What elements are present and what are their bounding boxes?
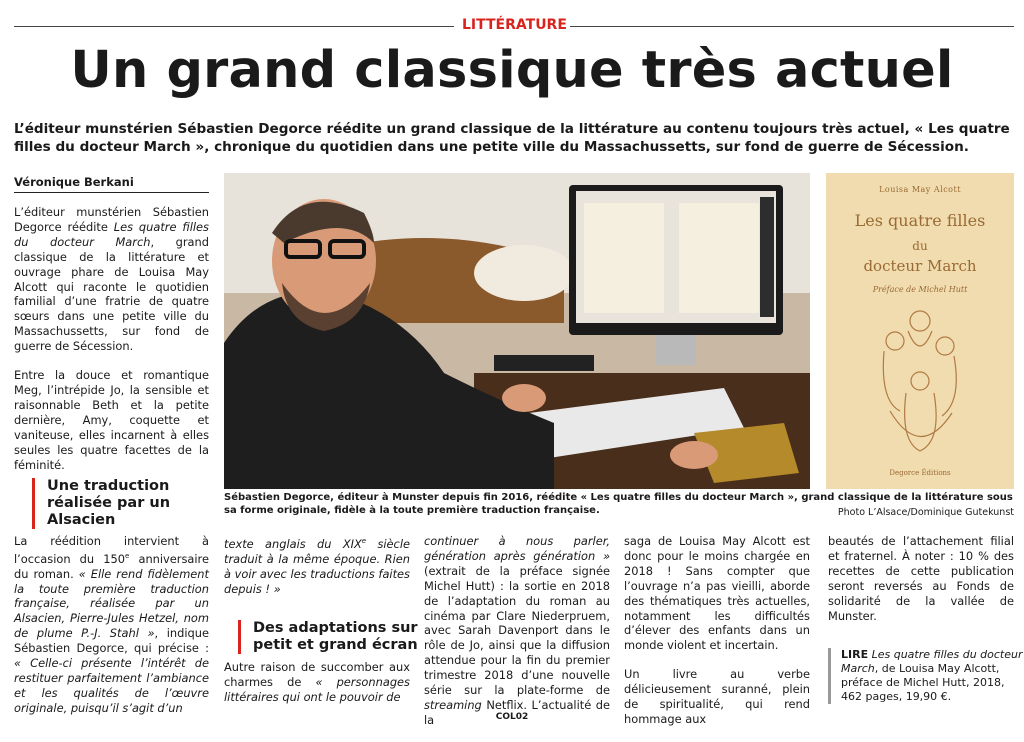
book-illustration (870, 301, 970, 461)
paragraph: continuer à nous parler, génération après génération » (extrait de la préface signée Michel Hutt) : la sortie en 2018 de l’adaptation du roman au cinéma par Clare Niederpruem, avec Sarah Davenport dans le rôle de Jo, ainsi que la diffusion attendue pour la fin du premier trimestre 2018 d’une nouvelle série sur la plate-forme de streaming Netflix. L’actualité de la (424, 534, 610, 727)
lire-box (828, 648, 1024, 704)
chapo: L’éditeur munstérien Sébastien Degorce réédite un grand classique de la littérature au contenu toujours très actuel, « Les quatre filles du docteur March », chronique du quotidien dans une petite ville du Massachussetts, sur fond de guerre de Sécession. (14, 121, 1010, 155)
book-author: Louisa May Alcott (879, 185, 961, 194)
article-column-1b (14, 534, 209, 730)
paragraph: Un livre au verbe délicieusement suranné, plein de spiritualité, qui rend hommage aux (624, 667, 810, 726)
subheading-adaptations: Des adaptations sur petit et grand écran (238, 620, 423, 654)
rubric-rule-right (570, 26, 1014, 27)
article-column-4 (624, 534, 810, 741)
lire-title: Les quatre filles du docteur March (841, 648, 1023, 675)
section-rubric: LITTÉRATURE (462, 17, 567, 33)
article-column-5 (828, 534, 1014, 637)
page-folio: COL02 (495, 712, 529, 722)
lire-label: LIRE (841, 648, 869, 661)
lire-details: , de Louisa May Alcott, préface de Michel Hutt, 2018, 462 pages, 19,90 €. (841, 662, 1005, 703)
article-column-3 (424, 534, 610, 742)
paragraph: texte anglais du XIXe siècle traduit à la même époque. Rien à voir avec les traductions faites depuis ! » (224, 536, 410, 596)
photo-credit: Photo L’Alsace/Dominique Gutekunst (837, 507, 1014, 518)
book-title-2: du (912, 239, 928, 253)
paragraph: beautés de l’attachement filial et fraternel. À noter : 10 % des recettes de cette publication seront reversés au Fonds de solidarité de la vallée de Munster. (828, 534, 1014, 623)
paragraph: La réédition intervient à l’occasion du 150e anniversaire du roman. « Elle rend fidèlement la toute première traduction française, réalisée par un Alsacien, Pierre-Jules Hetzel, nom de plume P.-J. Stahl », indique Sébastien Degorce, qui précise : « Celle-ci présente l’intérêt de restituer parfaitement l’ambiance et les qualités de l’œuvre originale, puisqu’il s’agit d’un (14, 534, 209, 715)
paragraph: Entre la douce et romantique Meg, l’intrépide Jo, la sensible et raisonnable Beth et la petite dernière, Amy, coquette et vaniteuse, elles incarnent à elles seules les quatre facettes de la féminité. (14, 368, 209, 472)
rubric-rule-left (14, 26, 454, 27)
subheading-traduction: Une traduction réalisée par un Alsacien (32, 478, 207, 529)
article-column-1 (14, 205, 209, 486)
photo-editor-at-desk (224, 173, 810, 489)
article-column-2 (224, 534, 410, 610)
photo-caption: Sébastien Degorce, éditeur à Munster depuis fin 2016, réédite « Les quatre filles du docteur March », grand classique de la littérature sous sa forme originale, fidèle à la toute première traduction française. (224, 492, 1013, 516)
headline: Un grand classique très actuel (70, 41, 954, 100)
article-column-2b (224, 660, 410, 719)
paragraph: saga de Louisa May Alcott est donc pour le moins chargée en 2018 ! Sans compter que l’ouvrage n’a pas vieilli, aborde des thématiques très actuelles, notamment les difficultés d’élever des enfants dans un monde violent et incertain. (624, 534, 810, 653)
book-title-3: docteur March (863, 257, 977, 275)
paragraph: Autre raison de succomber aux charmes de « personnages littéraires qui ont le pouvoir de (224, 660, 410, 704)
book-preface: Préface de Michel Hutt (872, 285, 968, 294)
byline: Véronique Berkani (14, 175, 209, 193)
paragraph: L’éditeur munstérien Sébastien Degorce réédite Les quatre filles du docteur March, grand classique de la littérature et ouvrage phare de Louisa May Alcott qui raconte le quotidien familial d’une fratrie de quatre sœurs dans une petite ville du Massachussetts, sur fond de guerre de Sécession. (14, 205, 209, 354)
book-title-1: Les quatre filles (854, 211, 986, 230)
book-publisher: Degorce Éditions (889, 469, 951, 477)
book-cover (826, 173, 1014, 489)
